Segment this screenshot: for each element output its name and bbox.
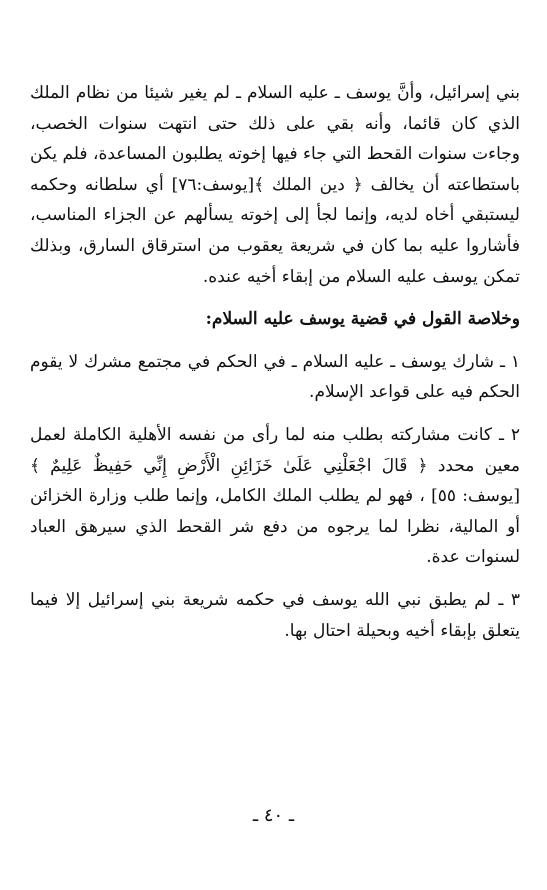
summary-point-1: ١ ـ شارك يوسف ـ عليه السلام ـ في الحكم في مجتمع مشرك لا يقوم الحكم فيه على قواعد الإسلام.	[30, 351, 520, 403]
summary-point-2: ٢ ـ كانت مشاركته بطلب منه لما رأى من نفسه الأهلية الكاملة لعمل معين محدد ﴿ قَالَ اجْعَلْنِي عَلَىٰ خَزَائِنِ الْأَرْضِ إِنِّي حَفِيظٌ عَلِيمٌ ﴾ [يوسف: ٥٥] ، فهو لم يطلب الملك الكامل، وإنما طلب وزارة الخزائن أو المالية، نظرا لما يرجوه من دفع شر القحط الذي سيرهق العباد لسنوات عدة.	[30, 424, 521, 568]
summary-heading: وخلاصة القول في قضية يوسف عليه السلام:	[205, 309, 520, 330]
page-body	[30, 78, 520, 646]
summary-point-3: ٣ ـ لم يطبق نبي الله يوسف في حكمه شريعة بني إسرائيل إلا فيما يتعلق بإبقاء أخيه وبحيلة احتال بها.	[30, 589, 520, 641]
body-paragraph: بني إسرائيل، وأنَّ يوسف ـ عليه السلام ـ لم يغير شيئا من نظام الملك الذي كان قائما، وأنه بقي على ذلك حتى انتهت سنوات الخصب، وجاءت سنوات القحط التي جاء فيها إخوته يطلبون المساعدة، فلم يكن باستطاعته أن يخالف ﴿ دين الملك ﴾[يوسف:٧٦] أي سلطانه وحكمه ليستبقي أخاه لديه، وإنما لجأ إلى إخوته يسألهم عن الجزاء المناسب، فأشاروا عليه بما كان في شريعة يعقوب من استرقاق السارق، وبذلك تمكن يوسف عليه السلام من إبقاء أخيه عنده.	[30, 83, 520, 287]
page-number: ـ ٤٠ ـ	[252, 805, 295, 826]
